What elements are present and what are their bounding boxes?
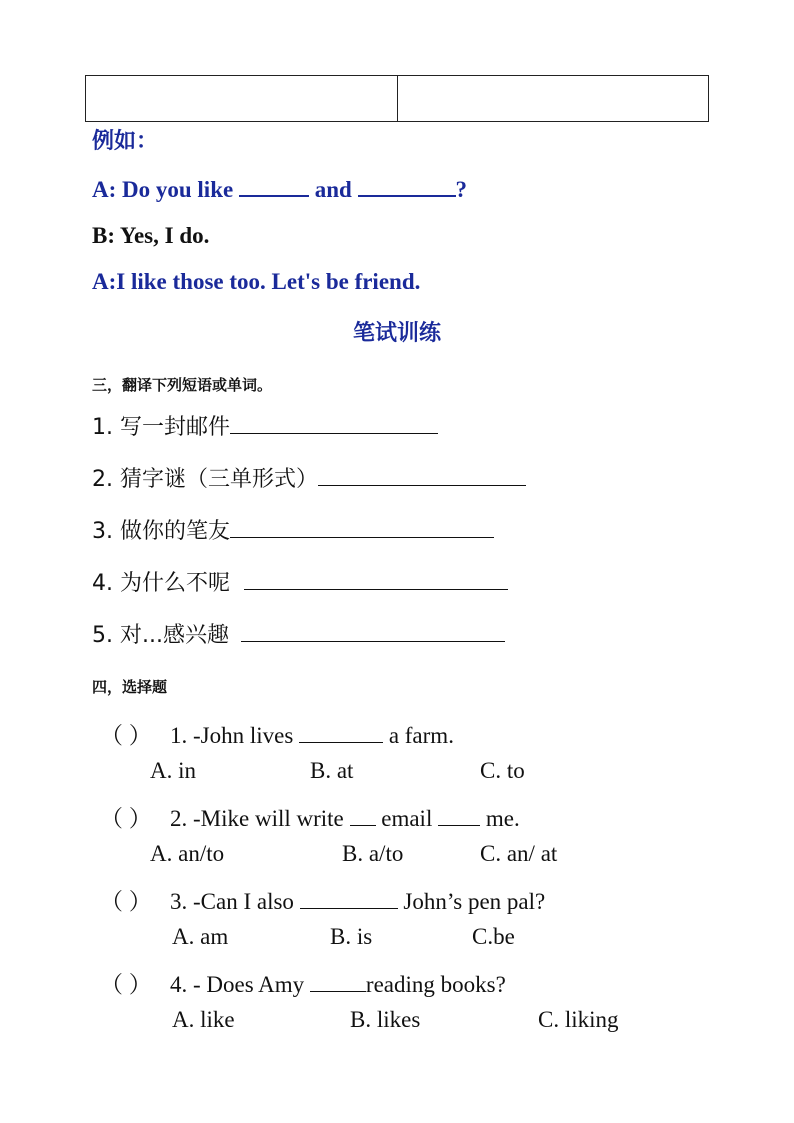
question-4: （ ） 4. - Does Amy reading books? <box>100 966 506 999</box>
answer-line[interactable] <box>244 588 508 590</box>
translation-item: 5. 对...感兴趣 <box>92 618 505 649</box>
answer-blank[interactable] <box>350 824 376 826</box>
answer-line[interactable] <box>230 536 494 538</box>
answer-blank[interactable] <box>300 907 398 909</box>
answer-line[interactable] <box>241 640 505 642</box>
answer-blank[interactable] <box>310 990 366 992</box>
part4-heading: 四，选择题 <box>92 678 168 696</box>
question-2: （ ） 2. -Mike will write email me. <box>100 800 520 833</box>
example-label: 例如： <box>92 129 159 154</box>
question-1: （ ） 1. -John lives a farm. <box>100 717 454 750</box>
option-b[interactable]: B. is <box>330 924 373 949</box>
option-b[interactable]: B. at <box>310 758 354 783</box>
translation-item: 3. 做你的笔友 <box>92 514 494 545</box>
dialog-line-3: A:I like those too. Let's be friend. <box>92 269 421 294</box>
option-a[interactable]: A. like <box>172 1007 235 1032</box>
answer-cell-right <box>397 76 709 122</box>
option-b[interactable]: B. likes <box>350 1007 421 1032</box>
answer-cell-left <box>86 76 398 122</box>
option-a[interactable]: A. in <box>150 758 196 783</box>
dialog-line-1-start: A: Do you like <box>92 177 239 202</box>
question-3: （ ） 3. -Can I also John’s pen pal? <box>100 883 545 916</box>
blank-2 <box>358 194 456 197</box>
dialog-line-1-end: ? <box>455 177 468 202</box>
answer-blank[interactable] <box>438 824 480 826</box>
dialog-line-2: B: Yes, I do. <box>92 223 210 248</box>
option-c[interactable]: C.be <box>472 924 515 949</box>
dialog-line-1-and: and <box>308 177 358 202</box>
answer-line[interactable] <box>230 432 438 434</box>
option-a[interactable]: A. am <box>172 924 229 949</box>
option-c[interactable]: C. to <box>480 758 525 783</box>
answer-blank[interactable] <box>299 741 383 743</box>
option-c[interactable]: C. liking <box>538 1007 619 1032</box>
option-c[interactable]: C. an/ at <box>480 841 558 866</box>
section-title: 笔试训练 <box>352 321 441 346</box>
translation-item: 4. 为什么不呢 <box>92 566 508 597</box>
option-b[interactable]: B. a/to <box>342 841 404 866</box>
answer-paren[interactable]: （ ） <box>100 723 152 748</box>
blank-1 <box>239 194 309 197</box>
translation-item: 2. 猜字谜（三单形式） <box>92 462 526 493</box>
answer-paren[interactable]: （ ） <box>100 972 152 997</box>
option-a[interactable]: A. an/to <box>150 841 225 866</box>
part3-heading: 三，翻译下列短语或单词。 <box>92 376 273 394</box>
dialog-line-1 <box>92 177 467 203</box>
answer-table <box>85 75 709 122</box>
answer-paren[interactable]: （ ） <box>100 806 152 831</box>
translation-item: 1. 写一封邮件 <box>92 410 438 441</box>
answer-paren[interactable]: （ ） <box>100 889 152 914</box>
answer-line[interactable] <box>318 484 526 486</box>
